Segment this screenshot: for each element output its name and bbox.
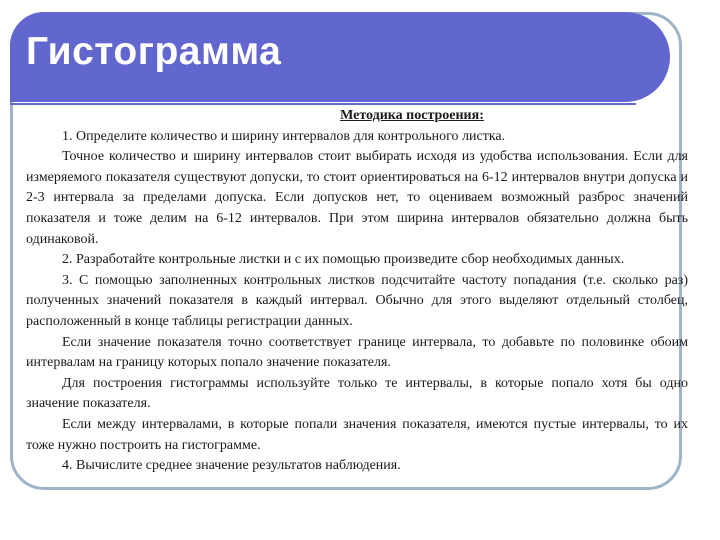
paragraph-step-3: 3. С помощью заполненных контрольных листков подсчитайте частоту попадания (т.е. сколько раз) полученных значений показателя в каждый интервал. Обычно для этого выделяют отдельный столбец, расположенный в конце таблицы регистрации данных. (26, 272, 688, 329)
slide-title: Гистограмма (26, 30, 282, 73)
paragraph-step-1: 1. Определите количество и ширину интервалов для контрольного листка. (62, 128, 506, 144)
paragraph-boundary-rule: Если значение показателя точно соответствует границе интервала, то добавьте по половинке обоим интервалам на границу которых попало значение показателя. (26, 334, 688, 371)
slide-content (26, 106, 688, 477)
section-subtitle: Методика построения: (340, 108, 484, 123)
paragraph-step-4: 4. Вычислите среднее значение результатов наблюдения. (62, 458, 401, 474)
paragraph-interval-details: Точное количество и ширину интервалов стоит выбирать исходя из удобства использования. Если для измеряемого показателя существуют допуски, то стоит ориентироваться на 6-12 интервалов внутри допуска и 2-3 интервала за пределами допуска. Если допусков нет, то оцениваем возможный разброс значений показателя и тоже делим на 6-12 интервалов. При этом ширина интервалов обязательно должна быть одинаковой. (26, 149, 688, 247)
title-underline (10, 103, 636, 105)
paragraph-step-2: 2. Разработайте контрольные листки и с их помощью произведите сбор необходимых данных. (62, 252, 625, 268)
paragraph-empty-intervals: Если между интервалами, в которые попали значения показателя, имеются пустые интервалы, то их тоже нужно построить на гистограмме. (26, 416, 688, 453)
paragraph-nonempty-rule: Для построения гистограммы используйте только те интервалы, в которые попало хотя бы одно значение показателя. (26, 375, 688, 412)
